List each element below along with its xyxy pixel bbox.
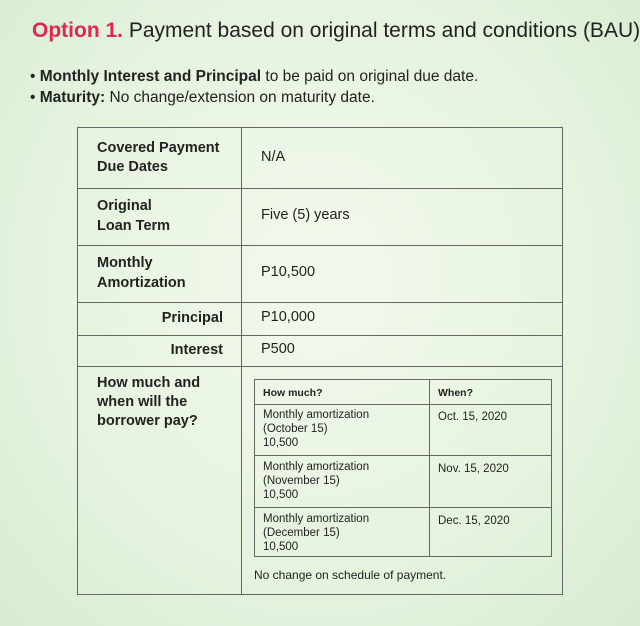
option-heading: [32, 18, 640, 44]
row-value: [242, 128, 562, 188]
bullet-bold: Monthly Interest and Principal: [39, 68, 262, 85]
row-label: [78, 245, 242, 302]
row-label-line: Amortization: [97, 275, 186, 291]
schedule-amount-line: (December 15): [263, 527, 340, 539]
schedule-amount-line: Monthly amortization: [263, 409, 370, 421]
row-label-line: Original: [97, 198, 152, 214]
bullet-text: to be paid on original due date.: [261, 68, 479, 85]
schedule-row: [255, 507, 551, 556]
schedule-amount-line: 10,500: [263, 541, 299, 553]
table-row: [78, 335, 562, 367]
row-value-text: P10,500: [261, 264, 316, 280]
schedule-amount-line: Monthly amortization: [263, 461, 370, 473]
row-label-line: Due Dates: [97, 159, 168, 175]
schedule-date: Dec. 15, 2020: [438, 515, 510, 527]
row-value-text: N/A: [261, 149, 286, 165]
schedule-amount-line: (October 15): [263, 423, 328, 435]
row-label-line: How much and: [97, 375, 201, 391]
row-value: [242, 335, 562, 366]
header-how-much: How much?: [263, 387, 323, 399]
header-when: When?: [438, 387, 473, 399]
row-label-line: Principal: [161, 310, 223, 326]
bullet-bold: Maturity:: [39, 89, 106, 106]
table-row: [78, 188, 562, 246]
schedule-amount-line: Monthly amortization: [263, 513, 370, 525]
schedule-row: [255, 455, 551, 508]
table-row: [78, 128, 562, 189]
row-label-line: Monthly: [97, 255, 153, 271]
option-label: Option 1.: [32, 19, 123, 42]
loan-terms-table: [77, 127, 563, 595]
row-label-line: borrower pay?: [97, 413, 198, 429]
row-value-text: Five (5) years: [261, 207, 350, 223]
row-value: [242, 188, 562, 245]
bullet-text: No change/extension on maturity date.: [105, 89, 375, 106]
row-label: [78, 128, 242, 188]
row-label-line: Interest: [170, 342, 223, 358]
schedule-header-row: [255, 380, 551, 405]
option-title: Payment based on original terms and conditions (BAU): [128, 19, 640, 42]
table-row: [78, 245, 562, 303]
schedule-amount-line: (November 15): [263, 475, 340, 487]
schedule-amount-line: 10,500: [263, 489, 299, 501]
schedule-amount-line: 10,500: [263, 437, 299, 449]
row-label: [78, 366, 242, 594]
row-value-text: P10,000: [261, 309, 316, 325]
row-label: [78, 188, 242, 245]
row-value-text: P500: [261, 341, 295, 357]
bullet-item: • Monthly Interest and Principal to be paid on original due date.: [30, 68, 479, 85]
bullet-list: [30, 66, 478, 108]
schedule-row: [255, 404, 551, 456]
row-value: [242, 302, 562, 335]
row-label-line: Loan Term: [97, 218, 171, 234]
schedule-date: Nov. 15, 2020: [438, 463, 509, 475]
payment-schedule-table: [254, 379, 552, 557]
row-label-line: Covered Payment: [97, 140, 220, 156]
row-label: [78, 335, 242, 366]
row-label-line: when will the: [97, 394, 188, 410]
bullet-item: • Maturity: No change/extension on maturity date.: [30, 89, 375, 106]
table-row: [78, 302, 562, 336]
schedule-note: No change on schedule of payment.: [254, 568, 447, 582]
schedule-date: Oct. 15, 2020: [438, 411, 508, 423]
row-value: [242, 245, 562, 302]
row-label: [78, 302, 242, 335]
